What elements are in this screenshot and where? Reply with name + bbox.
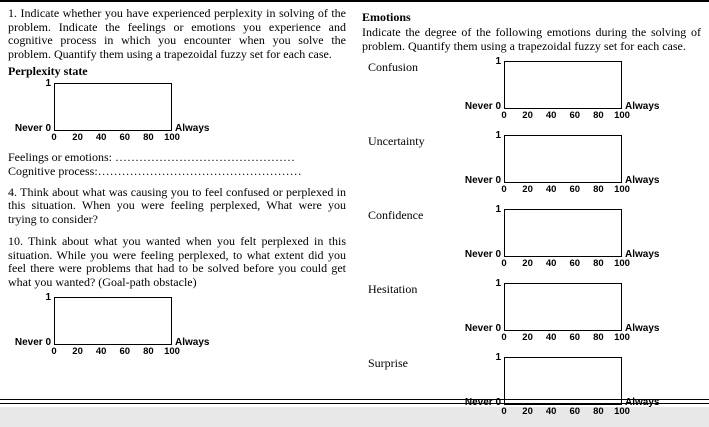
y-min-label: 0 [495, 397, 501, 409]
x-tick: 100 [614, 258, 630, 270]
x-tick: 60 [119, 346, 131, 358]
x-tick: 60 [569, 258, 581, 270]
question-10-text: 10. Think about what you wanted when you felt perplexed in this situation. While you were feeling perplexed, to what extent did you feel there were problems that had to be solved before you could get what you wanted? (Goal-path obstacle) [8, 234, 346, 289]
chart-plot-area [54, 83, 172, 131]
uncertainty-chart-slot [458, 130, 701, 196]
perplexity-chart-slot [8, 78, 346, 144]
x-tick: 60 [569, 332, 581, 344]
x-tick: 100 [614, 184, 630, 196]
x-tick: 80 [143, 346, 154, 358]
chart-axes [458, 278, 701, 335]
confidence-chart-slot [458, 204, 701, 270]
y-min-label: 0 [495, 175, 501, 187]
chart-plot-area [504, 135, 622, 183]
x-tick: 20 [522, 258, 533, 270]
trapezoidal-fuzzy-set-chart [458, 278, 701, 344]
x-tick: 80 [593, 184, 604, 196]
emotion-label: Uncertainty [368, 134, 425, 149]
always-label: Always [175, 123, 210, 135]
chart-axes [458, 56, 701, 113]
two-column-layout [8, 7, 701, 427]
emotion-row-confidence [362, 205, 701, 276]
never-zero-label [465, 176, 501, 186]
x-axis-ticks [51, 346, 180, 358]
always-label: Always [625, 323, 660, 335]
emotion-label: Confidence [368, 208, 424, 223]
question-4-text: 4. Think about what was causing you to feel confused or perplexed in this situation. When you were feeling perplexed, What were you trying to consider? [8, 184, 346, 226]
never-label: Never [464, 175, 493, 187]
y-max-label: 1 [495, 56, 501, 68]
chart-plot-area [504, 283, 622, 331]
emotion-row-surprise [362, 353, 701, 424]
x-axis-ticks [51, 132, 180, 144]
chart-axes [458, 130, 701, 187]
y-max-label: 1 [495, 130, 501, 142]
x-tick: 40 [95, 346, 107, 358]
x-tick: 100 [164, 132, 180, 144]
x-tick: 80 [143, 132, 154, 144]
trapezoidal-fuzzy-set-chart [458, 130, 701, 196]
x-tick: 20 [522, 184, 533, 196]
feelings-or-emotions-line: Feelings or emotions: ……………………………………… [8, 150, 295, 165]
trapezoidal-fuzzy-set-chart [458, 56, 701, 122]
perplexity-state-heading: Perplexity state [8, 64, 88, 79]
left-column [8, 7, 346, 427]
y-axis-labels [458, 352, 504, 409]
x-tick: 0 [501, 110, 507, 122]
always-label: Always [175, 337, 210, 349]
x-tick: 60 [569, 184, 581, 196]
chart-axes [458, 204, 701, 261]
chart-axes [8, 78, 346, 135]
x-tick: 60 [569, 110, 581, 122]
x-tick: 20 [522, 110, 533, 122]
x-tick: 80 [593, 110, 604, 122]
y-max-label: 1 [495, 204, 501, 216]
x-tick: 100 [164, 346, 180, 358]
x-tick: 20 [522, 332, 533, 344]
x-tick: 100 [614, 110, 630, 122]
hesitation-chart-slot [458, 278, 701, 344]
y-axis-labels [458, 56, 504, 113]
y-max-label: 1 [45, 78, 51, 90]
x-tick: 100 [614, 332, 630, 344]
emotion-chart-list [362, 57, 701, 424]
always-label: Always [625, 397, 660, 409]
x-tick: 0 [51, 346, 57, 358]
cognitive-process-line: Cognitive process:…………………………………………… [8, 164, 302, 179]
y-min-label: 0 [45, 337, 51, 349]
y-axis-labels [458, 278, 504, 335]
always-label: Always [625, 101, 660, 113]
y-axis-labels [8, 78, 54, 135]
x-tick: 40 [95, 132, 107, 144]
chart-plot-area [504, 209, 622, 257]
x-axis-ticks [501, 184, 630, 196]
question-1-text: 1. Indicate whether you have experienced perplexity in solving of the problem. Indicate the feelings or emotions you experience and cognitive process in which you encounter when you solve the problem. Quantify them using a trapezoidal fuzzy set for each case. [8, 6, 346, 61]
trapezoidal-fuzzy-set-chart [458, 352, 701, 418]
x-tick: 20 [72, 132, 83, 144]
never-label: Never [14, 123, 43, 135]
x-tick: 40 [545, 258, 557, 270]
never-label: Never [14, 337, 43, 349]
never-label: Never [464, 101, 493, 113]
trapezoidal-fuzzy-set-chart [8, 292, 346, 358]
right-column [362, 7, 701, 427]
never-zero-label [15, 124, 51, 134]
always-label: Always [625, 175, 660, 187]
bottom-border-rule [0, 399, 709, 404]
never-zero-label [465, 324, 501, 334]
x-tick: 60 [569, 406, 581, 418]
x-tick: 40 [545, 110, 557, 122]
y-min-label: 0 [495, 101, 501, 113]
never-zero-label [465, 250, 501, 260]
never-label: Never [464, 397, 493, 409]
never-label: Never [464, 323, 493, 335]
emotion-row-confusion [362, 57, 701, 128]
y-axis-labels [8, 292, 54, 349]
y-min-label: 0 [495, 323, 501, 335]
x-tick: 0 [51, 132, 57, 144]
x-tick: 0 [501, 184, 507, 196]
y-max-label: 1 [495, 278, 501, 290]
x-tick: 60 [119, 132, 131, 144]
chart-plot-area [504, 357, 622, 405]
x-axis-ticks [501, 110, 630, 122]
x-tick: 80 [593, 332, 604, 344]
x-tick: 40 [545, 406, 557, 418]
y-min-label: 0 [495, 249, 501, 261]
emotion-row-hesitation [362, 279, 701, 350]
x-tick: 20 [522, 406, 533, 418]
never-zero-label [15, 338, 51, 348]
x-tick: 80 [593, 258, 604, 270]
x-axis-ticks [501, 258, 630, 270]
x-axis-ticks [501, 406, 630, 418]
trapezoidal-fuzzy-set-chart [8, 78, 346, 144]
y-axis-labels [458, 204, 504, 261]
emotion-row-uncertainty [362, 131, 701, 202]
emotion-label: Surprise [368, 356, 408, 371]
never-zero-label [465, 102, 501, 112]
never-label: Never [464, 249, 493, 261]
y-max-label: 1 [495, 352, 501, 364]
x-tick: 100 [614, 406, 630, 418]
x-tick: 20 [72, 346, 83, 358]
chart-plot-area [504, 61, 622, 109]
x-axis-ticks [501, 332, 630, 344]
y-axis-labels [458, 130, 504, 187]
x-tick: 0 [501, 332, 507, 344]
chart-axes [8, 292, 346, 349]
goal-path-obstacle-chart-slot [8, 292, 346, 358]
x-tick: 80 [593, 406, 604, 418]
surprise-chart-slot [458, 352, 701, 418]
y-max-label: 1 [45, 292, 51, 304]
trapezoidal-fuzzy-set-chart [458, 204, 701, 270]
x-tick: 0 [501, 406, 507, 418]
emotion-label: Confusion [368, 60, 419, 75]
confusion-chart-slot [458, 56, 701, 122]
x-tick: 0 [501, 258, 507, 270]
chart-plot-area [54, 297, 172, 345]
always-label: Always [625, 249, 660, 261]
chart-axes [458, 352, 701, 409]
x-tick: 40 [545, 184, 557, 196]
emotions-heading: Emotions [362, 10, 411, 24]
y-min-label: 0 [45, 123, 51, 135]
emotions-intro-text: Indicate the degree of the following emotions during the solving of problem. Quantify them using a trapezoidal fuzzy set for each case. [362, 25, 701, 53]
x-tick: 40 [545, 332, 557, 344]
emotion-label: Hesitation [368, 282, 418, 297]
